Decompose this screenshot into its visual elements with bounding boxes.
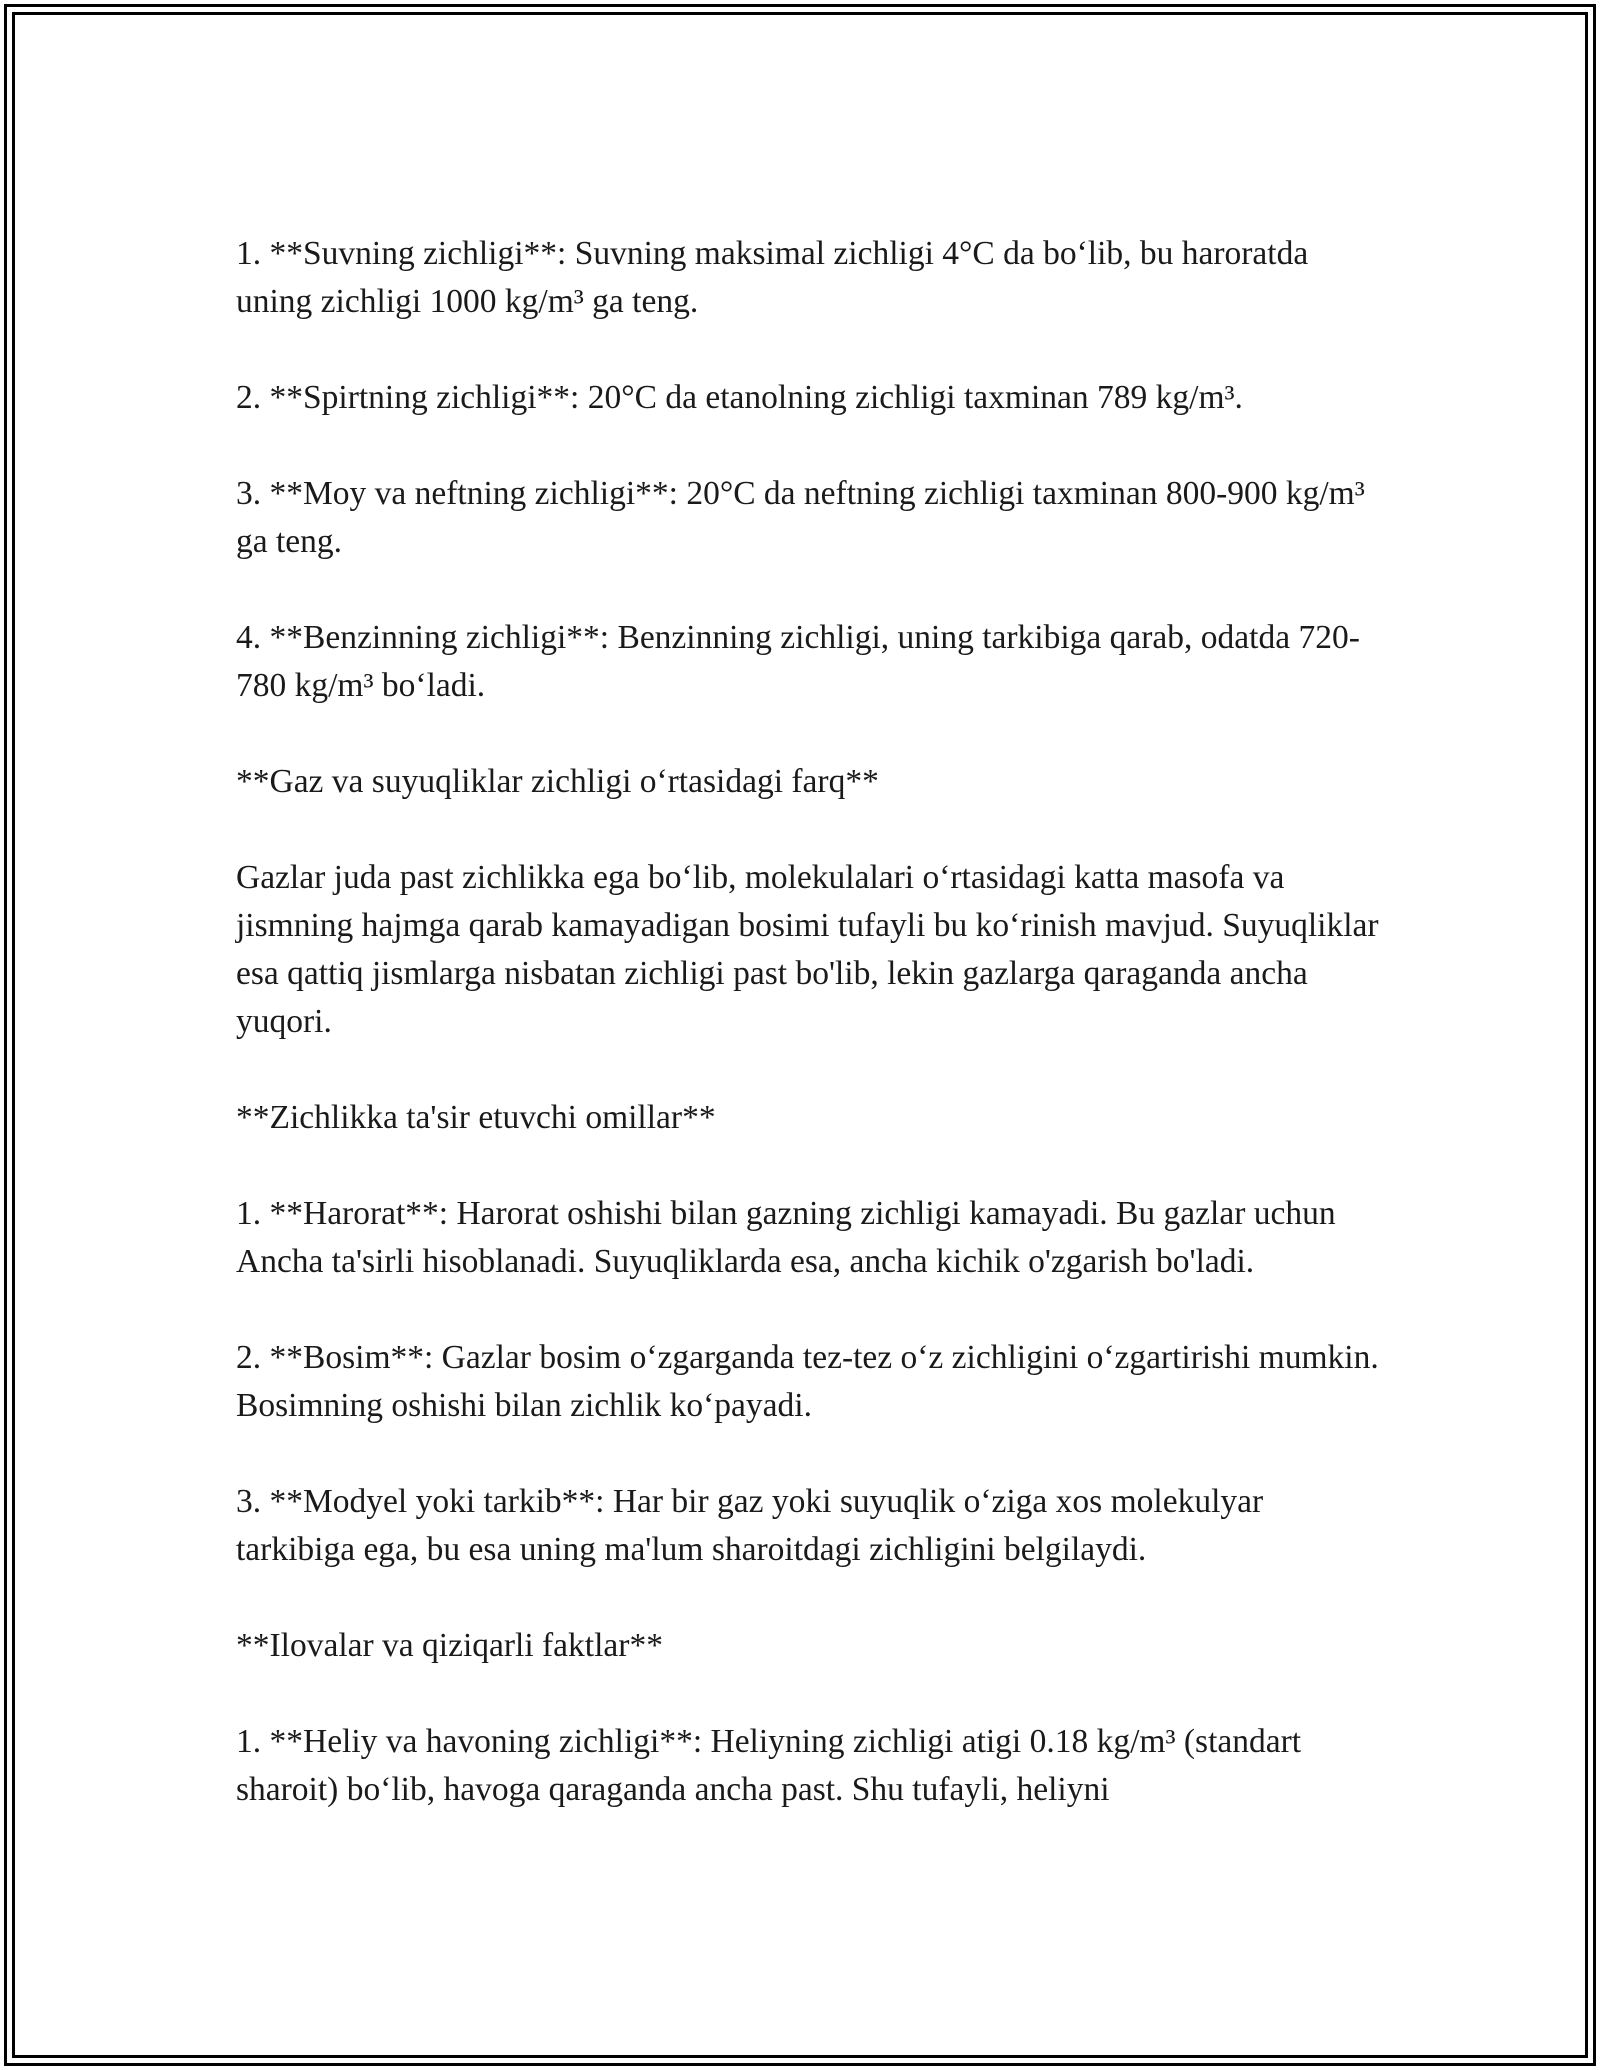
- paragraph-pressure-factor: 2. **Bosim**: Gazlar bosim o‘zgarganda tez-tez o‘z zichligini o‘zgartirishi mumkin. Bosimning oshishi bilan zichlik ko‘payadi.: [236, 1339, 1379, 1424]
- paragraph-helium-air-density: 1. **Heliy va havoning zichligi**: Heliyning zichligi atigi 0.18 kg/m³ (standart sharoit) bo‘lib, havoga qaraganda ancha past. Shu tufayli, heliyni: [236, 1723, 1302, 1808]
- heading-gas-liquid-difference: **Gaz va suyuqliklar zichligi o‘rtasidagi farq**: [236, 763, 879, 800]
- paragraph-gas-liquid-difference: Gazlar juda past zichlikka ega bo‘lib, molekulalari o‘rtasidagi katta masofa va jismning hajmga qarab kamayadigan bosimi tufayli bu ko‘rinish mavjud. Suyuqliklar esa qattiq jismlarga nisbatan zichligi past bo'lib, lekin gazlarga qaraganda ancha yuqori.: [236, 859, 1379, 1040]
- paragraph-temperature-factor: 1. **Harorat**: Harorat oshishi bilan gazning zichligi kamayadi. Bu gazlar uchun Ancha ta'sirli hisoblanadi. Suyuqliklarda esa, ancha kichik o'zgarish bo'ladi.: [236, 1195, 1336, 1280]
- paragraph-alcohol-density: 2. **Spirtning zichligi**: 20°C da etanolning zichligi taxminan 789 kg/m³.: [236, 379, 1243, 416]
- paragraph-water-density: 1. **Suvning zichligi**: Suvning maksimal zichligi 4°C da bo‘lib, bu haroratda uning zichligi 1000 kg/m³ ga teng.: [236, 235, 1309, 320]
- heading-density-factors: **Zichlikka ta'sir etuvchi omillar**: [236, 1099, 716, 1136]
- heading-applications-facts: **Ilovalar va qiziqarli faktlar**: [236, 1627, 663, 1664]
- paragraph-gasoline-density: 4. **Benzinning zichligi**: Benzinning zichligi, uning tarkibiga qarab, odatda 720-780 kg/m³ bo‘ladi.: [236, 619, 1360, 704]
- document-body: [236, 230, 1386, 1814]
- paragraph-composition-factor: 3. **Modyel yoki tarkib**: Har bir gaz yoki suyuqlik o‘ziga xos molekulyar tarkibiga ega, bu esa uning ma'lum sharoitdagi zichligini belgilaydi.: [236, 1483, 1264, 1568]
- paragraph-oil-density: 3. **Moy va neftning zichligi**: 20°C da neftning zichligi taxminan 800-900 kg/m³ ga teng.: [236, 475, 1365, 560]
